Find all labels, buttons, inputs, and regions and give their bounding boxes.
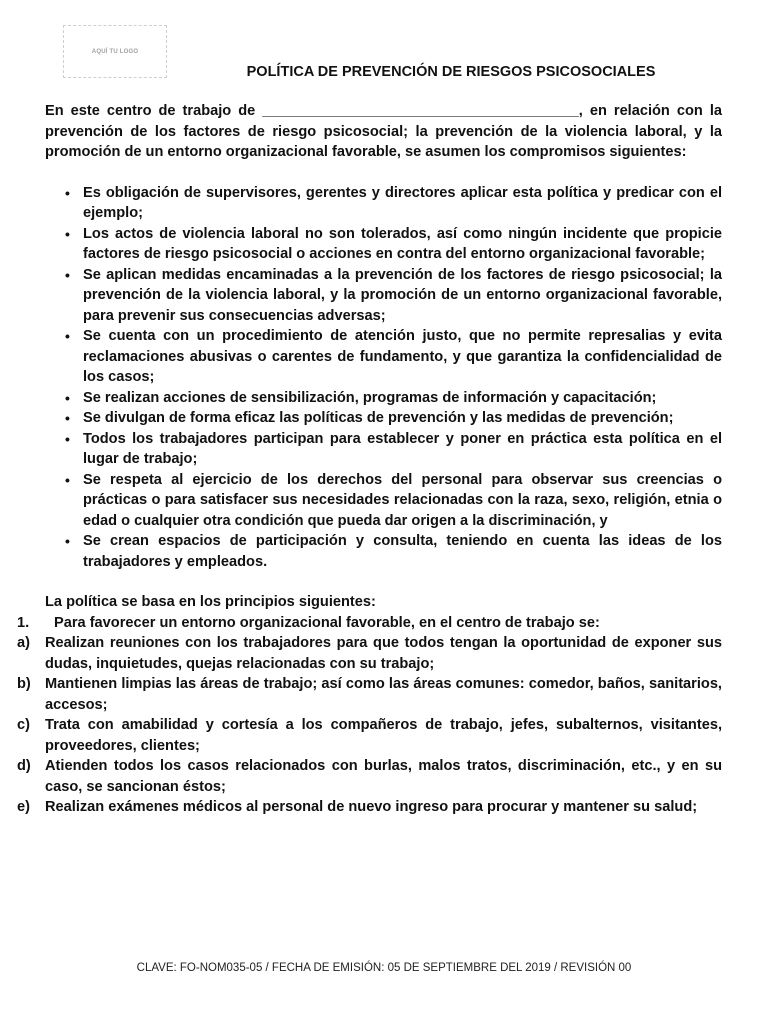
commitment-item: • Se crean espacios de participación y consulta, teniendo en cuenta las ideas de los trabajadores y empleados. [65, 533, 722, 570]
bullet-icon: • [65, 471, 70, 488]
bullet-icon: • [65, 328, 70, 344]
commitment-item: • Se cuenta con un procedimiento de atención justo, que no permite represalias y evita reclamaciones abusivas o carentes de fundamento, y que garantiza la confidencialidad de los casos; [65, 328, 722, 385]
principles-intro: La política se basa en los principios siguientes: [45, 594, 376, 610]
document-body [17, 101, 722, 818]
document-footer: CLAVE: FO-NOM035-05 / FECHA DE EMISIÓN: 05 DE SEPTIEMBRE DEL 2019 / REVISIÓN 00 [136, 962, 632, 974]
bullet-icon: • [65, 225, 70, 242]
principle-1-items [17, 633, 722, 818]
list-item: b) Mantienen limpias las áreas de trabajo; así como las áreas comunes: comedor, baños, sanitarios, accesos; [17, 676, 722, 713]
bullet-icon: • [65, 389, 70, 406]
bullet-icon: • [65, 410, 70, 426]
principle-1 [17, 613, 722, 634]
commitment-item: • Es obligación de supervisores, gerentes y directores aplicar esta política y predicar con el ejemplo; [65, 184, 722, 221]
list-item: c) Trata con amabilidad y cortesía a los compañeros de trabajo, jefes, subalternos, visitantes, proveedores, clientes; [17, 717, 722, 754]
list-item: d) Atienden todos los casos relacionados con burlas, malos tratos, discriminación, etc., y en su caso, se sancionan éstos; [17, 758, 722, 795]
page-title: POLÍTICA DE PREVENCIÓN DE RIESGOS PSICOSOCIALES [246, 64, 656, 80]
commitment-item: • Se divulgan de forma eficaz las políticas de prevención y las medidas de prevención; [45, 408, 722, 429]
commitments-list [45, 183, 722, 573]
commitment-item: • Se respeta al ejercicio de los derechos del personal para observar sus creencias o prácticas o para satisfacer sus necesidades relacionadas con la raza, sexo, religión, etnia o edad o cualquier otra condición que pueda dar origen a la discriminación, y [65, 471, 722, 529]
commitment-item: • Todos los trabajadores participan para establecer y poner en práctica esta política en el lugar de trabajo; [65, 430, 722, 467]
list-item: a) Realizan reuniones con los trabajadores para que todos tengan la oportunidad de exponer sus dudas, inquietudes, quejas relacionadas con su trabajo; [17, 635, 722, 672]
bullet-icon: • [65, 533, 70, 549]
principle-number: 1. [17, 614, 30, 631]
bullet-icon: • [65, 184, 70, 201]
logo-text: AQUÍ TU LOGO [91, 48, 139, 55]
commitment-item: • Se realizan acciones de sensibilización, programas de información y capacitación; [45, 388, 722, 409]
principle-text: Para favorecer un entorno organizacional favorable, en el centro de trabajo se: [54, 614, 600, 631]
commitment-item: • Se aplican medidas encaminadas a la prevención de los factores de riesgo psicosocial; la prevención de la violencia laboral, y la promoción de un entorno organizacional favorable, para prevenir sus consecuencias adversas; [65, 266, 722, 324]
bullet-icon: • [65, 430, 70, 447]
intro-paragraph: En este centro de trabajo de _______________________________________, en relación con la prevención de los factores de riesgo psicosocial; la prevención de la violencia laboral, y la promoción de un entorno organizacional favorable, se asumen los compromisos siguientes: [45, 103, 722, 160]
bullet-icon: • [65, 266, 70, 283]
list-item: e) Realizan exámenes médicos al personal de nuevo ingreso para procurar y mantener su salud; [17, 799, 698, 815]
principles-section [17, 592, 722, 818]
commitment-item: • Los actos de violencia laboral no son tolerados, así como ningún incidente que propicie factores de riesgo psicosocial o acciones en contra del entorno organizacional favorable; [65, 225, 722, 262]
